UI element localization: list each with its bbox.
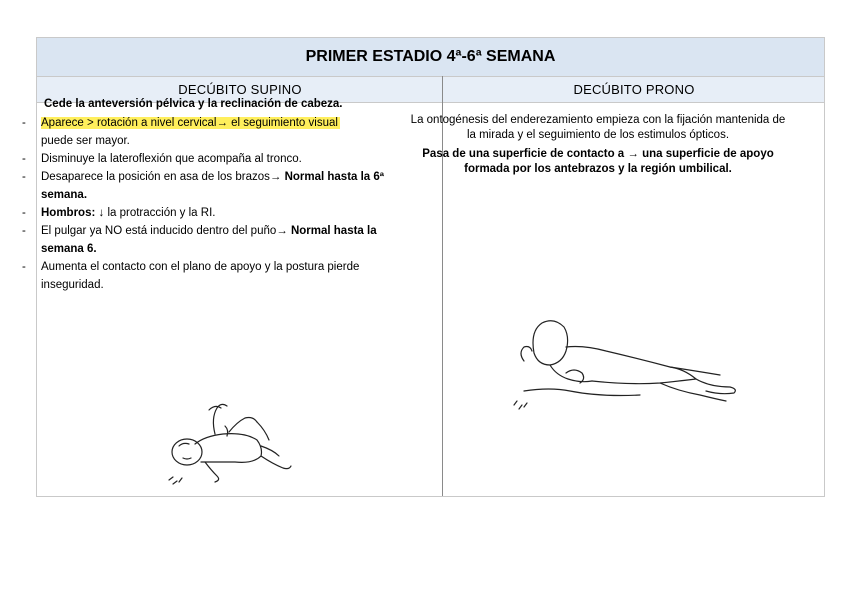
- column-header-supino: DECÚBITO SUPINO: [178, 82, 302, 97]
- prono-paragraph-2: Pasa de una superficie de contacto a → una superficie de apoyo formada por los antebrazos y la región umbilical.: [422, 148, 774, 175]
- list-item: - Hombros: ↓ la protracción y la RI.: [22, 207, 216, 219]
- supino-list: [10, 114, 403, 294]
- prono-content: [410, 113, 786, 181]
- supino-intro: Cede la anteversión pélvica y la reclinación de cabeza.: [44, 98, 343, 110]
- prone-infant-illustration: [510, 317, 742, 413]
- list-item: - Aparece > rotación a nivel cervical→ el seguimiento visual puede ser mayor.: [22, 117, 338, 147]
- table-title: PRIMER ESTADIO 4ª-6ª SEMANA: [37, 38, 824, 77]
- supine-infant-illustration: [165, 396, 300, 492]
- list-item: - El pulgar ya NO está inducido dentro del puño→ Normal hasta la semana 6.: [22, 225, 377, 255]
- supino-content: [10, 95, 403, 294]
- highlighted-text: Aparece > rotación a nivel cervical→ el seguimiento visual: [41, 117, 338, 129]
- prono-paragraph-1: La ontogénesis del enderezamiento empieza con la fijación mantenida de la mirada y el seguimiento de los estimulos ópticos.: [410, 114, 786, 141]
- list-item: - Desaparece la posición en asa de los brazos→ Normal hasta la 6ª semana.: [22, 171, 385, 201]
- list-item: - Aumenta el contacto con el plano de apoyo y la postura pierde inseguridad.: [22, 261, 360, 291]
- list-item: - Disminuye la lateroflexión que acompaña al tronco.: [22, 153, 302, 165]
- column-header-prono: DECÚBITO PRONO: [573, 82, 695, 97]
